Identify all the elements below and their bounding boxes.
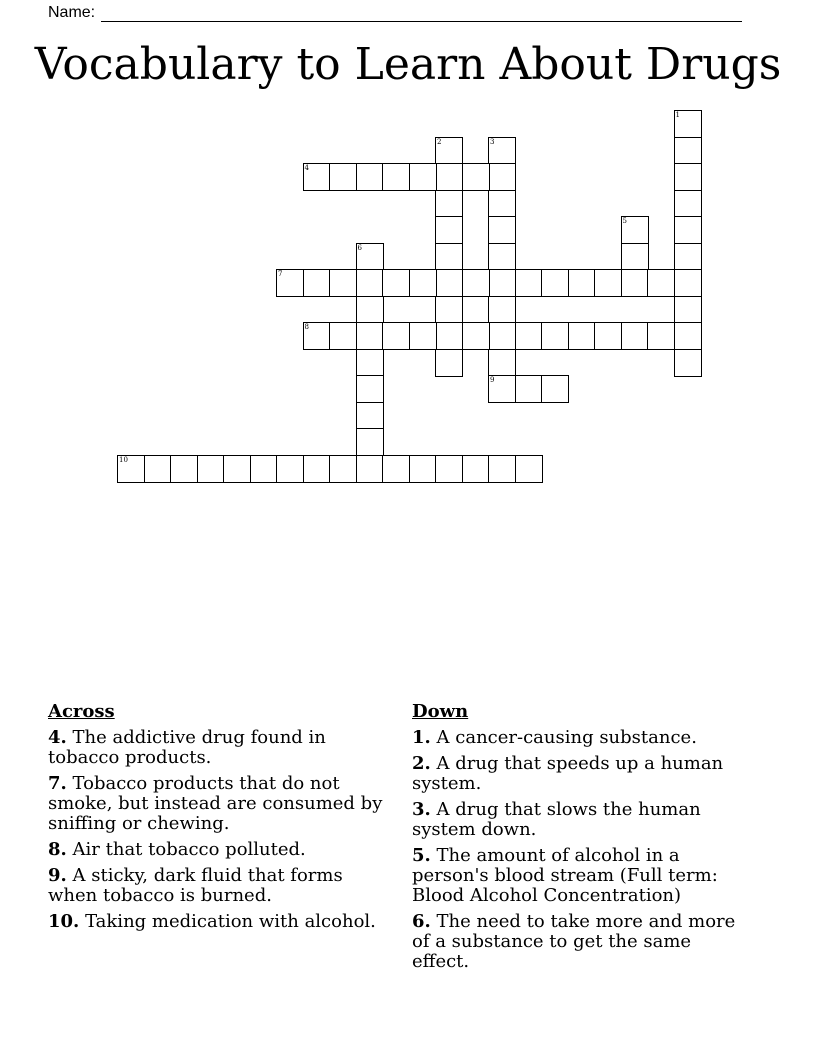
grid-cell[interactable] xyxy=(276,269,304,297)
grid-cell[interactable] xyxy=(515,375,543,403)
down-clue xyxy=(412,754,752,794)
grid-cell[interactable] xyxy=(488,375,516,403)
grid-cell[interactable] xyxy=(250,455,278,483)
grid-cell[interactable] xyxy=(462,163,490,191)
grid-cell[interactable] xyxy=(621,322,649,350)
name-label: Name: xyxy=(48,4,96,21)
grid-cell[interactable] xyxy=(303,269,331,297)
cell-number: 3 xyxy=(490,137,495,146)
clue-number: 7. xyxy=(48,773,67,794)
grid-cell[interactable] xyxy=(435,455,463,483)
clue-number: 9. xyxy=(48,865,67,886)
grid-cell[interactable] xyxy=(409,322,437,350)
page-title: Vocabulary to Learn About Drugs xyxy=(34,39,782,90)
clue-text: A cancer-causing substance. xyxy=(436,727,697,748)
grid-cell[interactable] xyxy=(462,455,490,483)
grid-cell[interactable] xyxy=(674,269,702,297)
clue-text: Tobacco products that do not smoke, but instead are consumed by sniffing or chewing. xyxy=(48,773,383,834)
grid-cell[interactable] xyxy=(488,190,516,218)
grid-cell[interactable] xyxy=(329,269,357,297)
grid-cell[interactable] xyxy=(382,163,410,191)
grid-cell[interactable] xyxy=(674,296,702,324)
grid-cell[interactable] xyxy=(568,322,596,350)
cell-number: 8 xyxy=(304,323,309,331)
clue-number: 10. xyxy=(48,911,80,932)
grid-cell[interactable] xyxy=(674,110,702,138)
grid-cell[interactable] xyxy=(515,269,543,297)
grid-cell[interactable] xyxy=(356,322,384,350)
clue-text: A sticky, dark fluid that forms when tobacco is burned. xyxy=(48,865,343,906)
grid-cell[interactable] xyxy=(515,455,543,483)
grid-cell[interactable] xyxy=(382,322,410,350)
across-clue xyxy=(48,774,388,834)
clue-text: The addictive drug found in tobacco products. xyxy=(48,727,326,768)
clue-text: Taking medication with alcohol. xyxy=(85,911,376,932)
grid-cell[interactable] xyxy=(144,455,172,483)
grid-cell[interactable] xyxy=(356,349,384,377)
cell-number: 7 xyxy=(278,270,283,278)
grid-cell[interactable] xyxy=(409,269,437,297)
grid-cell[interactable] xyxy=(674,190,702,218)
clue-number: 8. xyxy=(48,839,67,860)
grid-cell[interactable] xyxy=(356,296,384,324)
grid-cell[interactable] xyxy=(329,163,357,191)
grid-cell[interactable] xyxy=(462,269,490,297)
clue-number: 1. xyxy=(412,727,431,748)
grid-cell[interactable] xyxy=(276,455,304,483)
grid-cell[interactable] xyxy=(303,455,331,483)
grid-cell[interactable] xyxy=(409,163,437,191)
grid-cell[interactable] xyxy=(488,455,516,483)
cell-number: 10 xyxy=(119,455,128,464)
grid-cell[interactable] xyxy=(435,243,463,271)
grid-cell[interactable] xyxy=(303,163,331,191)
across-clues xyxy=(48,702,388,938)
grid-cell[interactable] xyxy=(382,269,410,297)
grid-cell[interactable] xyxy=(356,375,384,403)
grid-cell[interactable] xyxy=(356,163,384,191)
across-clue xyxy=(48,840,388,860)
grid-cell[interactable] xyxy=(674,163,702,191)
clue-text: The amount of alcohol in a person's blood stream (Full term: Blood Alcohol Concentration) xyxy=(412,845,718,906)
down-clue xyxy=(412,912,752,972)
grid-cell[interactable] xyxy=(409,455,437,483)
grid-cell[interactable] xyxy=(488,269,516,297)
grid-cell[interactable] xyxy=(329,455,357,483)
down-heading: Down xyxy=(412,701,469,722)
cell-number: 6 xyxy=(357,243,362,252)
clue-text: A drug that speeds up a human system. xyxy=(412,753,724,794)
grid-cell[interactable] xyxy=(488,243,516,271)
down-clues xyxy=(412,702,752,978)
cell-number: 9 xyxy=(490,376,495,384)
clue-number: 6. xyxy=(412,911,431,932)
across-clue xyxy=(48,866,388,906)
down-clue xyxy=(412,846,752,906)
grid-cell[interactable] xyxy=(488,163,516,191)
grid-cell[interactable] xyxy=(674,322,702,350)
grid-cell[interactable] xyxy=(488,137,516,165)
grid-cell[interactable] xyxy=(488,296,516,324)
grid-cell[interactable] xyxy=(303,322,331,350)
grid-cell[interactable] xyxy=(435,322,463,350)
clue-number: 4. xyxy=(48,727,67,748)
grid-cell[interactable] xyxy=(170,455,198,483)
grid-cell[interactable] xyxy=(674,243,702,271)
grid-cell[interactable] xyxy=(356,243,384,271)
grid-cell[interactable] xyxy=(568,269,596,297)
grid-cell[interactable] xyxy=(647,322,675,350)
grid-cell[interactable] xyxy=(197,455,225,483)
grid-cell[interactable] xyxy=(462,322,490,350)
grid-cell[interactable] xyxy=(356,428,384,456)
crossword-grid xyxy=(0,0,816,500)
grid-cell[interactable] xyxy=(488,216,516,244)
grid-cell[interactable] xyxy=(674,137,702,165)
grid-cell[interactable] xyxy=(488,322,516,350)
grid-cell[interactable] xyxy=(435,349,463,377)
grid-cell[interactable] xyxy=(594,322,622,350)
grid-cell[interactable] xyxy=(329,322,357,350)
cell-number: 1 xyxy=(675,111,680,119)
grid-cell[interactable] xyxy=(356,455,384,483)
clue-number: 2. xyxy=(412,753,431,774)
grid-cell[interactable] xyxy=(223,455,251,483)
grid-cell[interactable] xyxy=(356,402,384,430)
grid-cell[interactable] xyxy=(488,349,516,377)
grid-cell[interactable] xyxy=(621,243,649,271)
grid-cell[interactable] xyxy=(594,269,622,297)
cell-number: 2 xyxy=(437,137,442,146)
grid-cell[interactable] xyxy=(435,216,463,244)
grid-cell[interactable] xyxy=(435,137,463,165)
down-clue xyxy=(412,800,752,840)
cell-number: 5 xyxy=(622,217,627,225)
grid-cell[interactable] xyxy=(435,190,463,218)
grid-cell[interactable] xyxy=(435,269,463,297)
cell-number: 4 xyxy=(304,164,309,172)
clue-number: 5. xyxy=(412,845,431,866)
grid-cell[interactable] xyxy=(674,216,702,244)
grid-cell[interactable] xyxy=(621,216,649,244)
grid-cell[interactable] xyxy=(435,296,463,324)
across-clue xyxy=(48,912,388,932)
grid-cell[interactable] xyxy=(435,163,463,191)
grid-cell[interactable] xyxy=(382,455,410,483)
grid-cell[interactable] xyxy=(647,269,675,297)
grid-cell[interactable] xyxy=(117,455,145,483)
grid-cell[interactable] xyxy=(541,269,569,297)
clue-number: 3. xyxy=(412,799,431,820)
grid-cell[interactable] xyxy=(541,322,569,350)
across-clue xyxy=(48,728,388,768)
clue-text: A drug that slows the human system down. xyxy=(412,799,701,840)
clue-text: Air that tobacco polluted. xyxy=(72,839,306,860)
grid-cell[interactable] xyxy=(541,375,569,403)
grid-cell[interactable] xyxy=(515,322,543,350)
grid-cell[interactable] xyxy=(674,349,702,377)
clue-text: The need to take more and more of a substance to get the same effect. xyxy=(412,911,736,972)
down-clue xyxy=(412,728,752,748)
grid-cell[interactable] xyxy=(621,269,649,297)
grid-cell[interactable] xyxy=(356,269,384,297)
across-heading: Across xyxy=(48,701,115,722)
